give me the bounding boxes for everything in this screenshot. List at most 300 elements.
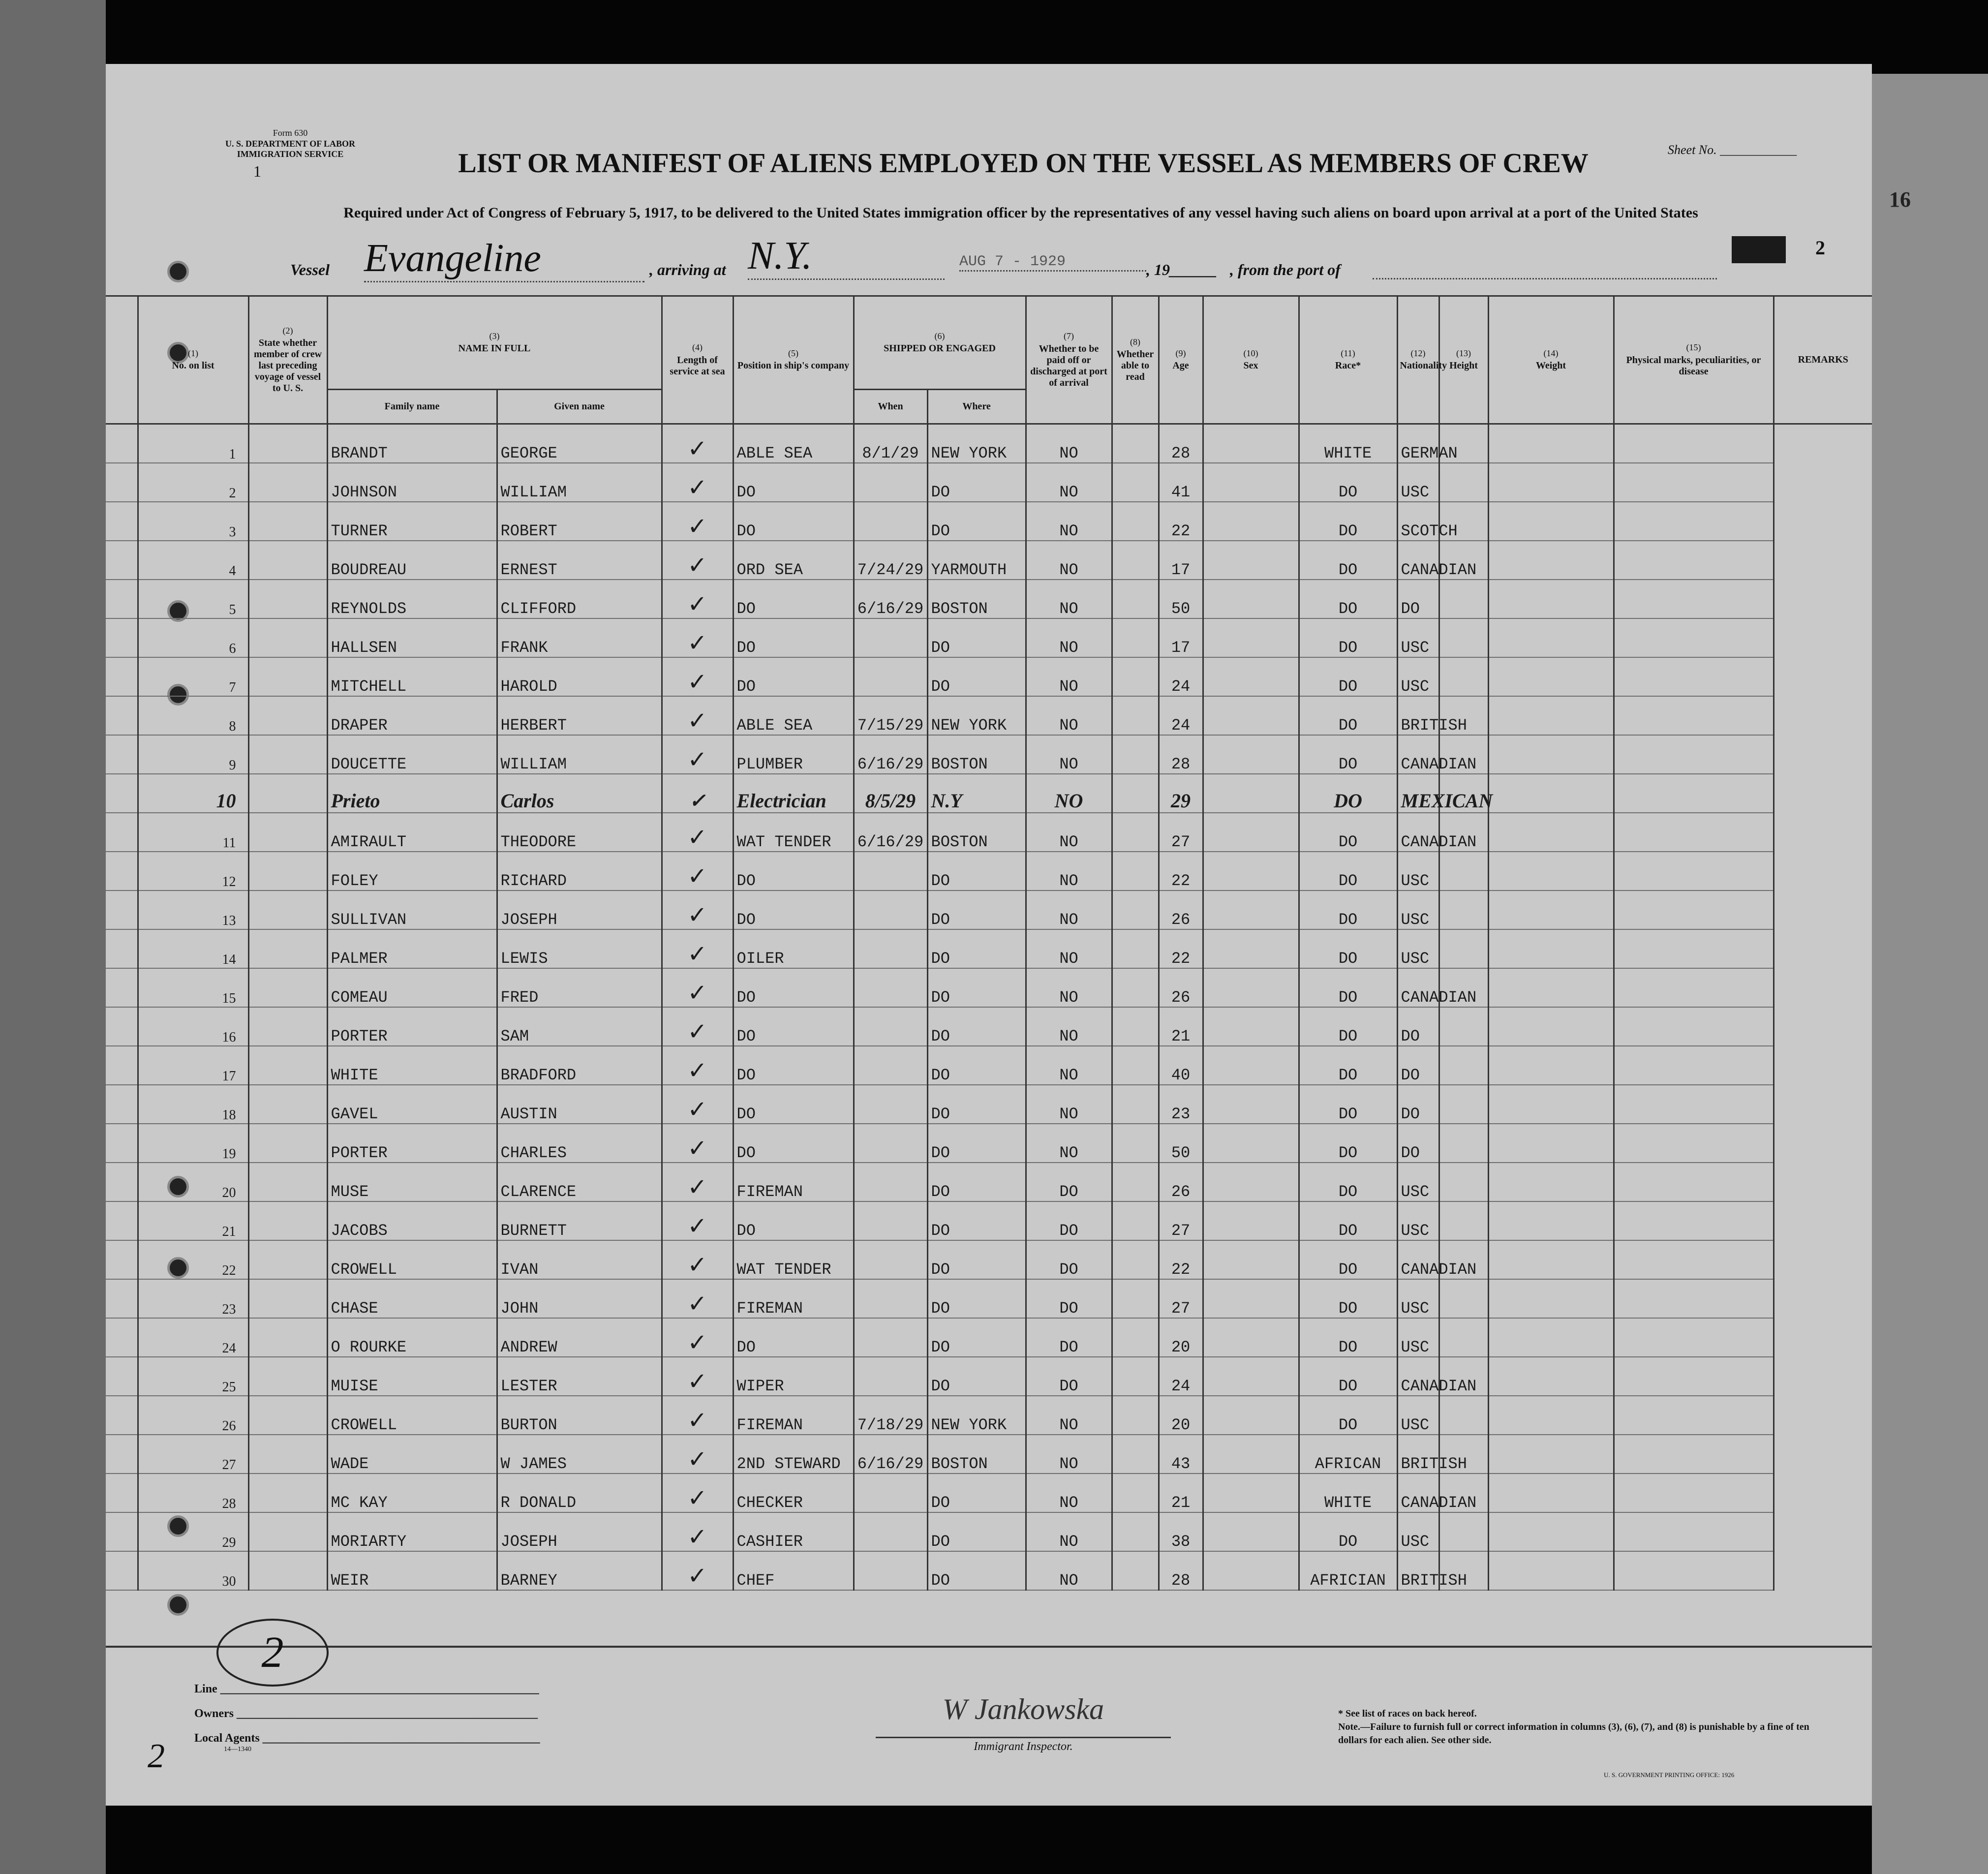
sex-cell bbox=[1203, 1124, 1299, 1163]
column-header-15: (15) Physical marks, peculiarities, or disease bbox=[1614, 296, 1774, 424]
shipped-where: DO bbox=[927, 1357, 1026, 1396]
service-check-mark: ✓ bbox=[662, 618, 733, 657]
sex-cell bbox=[1203, 891, 1299, 929]
sheet-number-label: Sheet No. ____________ bbox=[1668, 143, 1797, 157]
footer-rule bbox=[106, 1646, 1872, 1648]
position: DO bbox=[733, 852, 854, 891]
column-header-5: (5) Position in ship's company bbox=[733, 296, 854, 424]
race: DO bbox=[1299, 1124, 1397, 1163]
from-port-label: , from the port of bbox=[1230, 261, 1341, 278]
document-subtitle: Required under Act of Congress of February 5, 1917, to be delivered to the United States immigration officer by the representatives of any vessel having such aliens on board upon arrival at a port of the United States bbox=[343, 205, 1698, 221]
prior-voyage-cell bbox=[248, 1551, 327, 1590]
given-name: JOHN bbox=[497, 1279, 662, 1318]
from-port-blank bbox=[1373, 278, 1717, 279]
column-header-family-name: Family name bbox=[327, 390, 497, 424]
shipped-when bbox=[854, 1551, 927, 1590]
able-to-read-cell bbox=[1112, 813, 1159, 852]
service-check-mark: ✓ bbox=[662, 968, 733, 1007]
given-name: BARNEY bbox=[497, 1551, 662, 1590]
weight-cell bbox=[1488, 774, 1614, 813]
column-header-when: When bbox=[854, 390, 927, 424]
family-name: DRAPER bbox=[327, 696, 497, 735]
shipped-when bbox=[854, 1512, 927, 1551]
margin-cell bbox=[106, 1318, 138, 1357]
local-agents-label: Local Agents _______________________________________________ bbox=[194, 1732, 540, 1745]
column-header-7: (7) Whether to be paid off or discharged at port of arrival bbox=[1026, 296, 1112, 424]
prior-voyage-cell bbox=[248, 968, 327, 1007]
shipped-when bbox=[854, 502, 927, 541]
able-to-read-cell bbox=[1112, 1085, 1159, 1124]
margin-cell bbox=[106, 1163, 138, 1201]
margin-cell bbox=[106, 1551, 138, 1590]
prior-voyage-cell bbox=[248, 1396, 327, 1435]
family-name: TURNER bbox=[327, 502, 497, 541]
given-name: ANDREW bbox=[497, 1318, 662, 1357]
height-cell bbox=[1439, 1201, 1488, 1240]
margin-cell bbox=[106, 774, 138, 813]
able-to-read-cell bbox=[1112, 502, 1159, 541]
family-name: MUSE bbox=[327, 1163, 497, 1201]
row-number: 4 bbox=[138, 541, 248, 580]
weight-cell bbox=[1488, 657, 1614, 696]
shipped-when bbox=[854, 1318, 927, 1357]
paid-off: NO bbox=[1026, 541, 1112, 580]
nationality: USC bbox=[1397, 852, 1439, 891]
sex-cell bbox=[1203, 1201, 1299, 1240]
service-check-mark: ✓ bbox=[662, 463, 733, 502]
department-name: U. S. DEPARTMENT OF LABOR bbox=[225, 138, 356, 149]
height-cell bbox=[1439, 618, 1488, 657]
position: PLUMBER bbox=[733, 735, 854, 774]
height-cell bbox=[1439, 1007, 1488, 1046]
nationality: DO bbox=[1397, 1124, 1439, 1163]
margin-cell bbox=[106, 852, 138, 891]
nationality: USC bbox=[1397, 1163, 1439, 1201]
position: ABLE SEA bbox=[733, 696, 854, 735]
shipped-where: DO bbox=[927, 929, 1026, 968]
shipped-where: DO bbox=[927, 1163, 1026, 1201]
sheet-number: 2 bbox=[1815, 237, 1825, 259]
service-check-mark: ✓ bbox=[662, 813, 733, 852]
height-cell bbox=[1439, 1163, 1488, 1201]
shipped-where: DO bbox=[927, 1512, 1026, 1551]
given-name: Carlos bbox=[497, 774, 662, 813]
shipped-where: N.Y bbox=[927, 774, 1026, 813]
sex-cell bbox=[1203, 735, 1299, 774]
remarks-cell bbox=[1614, 1007, 1774, 1046]
weight-cell bbox=[1488, 1435, 1614, 1474]
row-number: 14 bbox=[138, 929, 248, 968]
able-to-read-cell bbox=[1112, 1007, 1159, 1046]
sex-cell bbox=[1203, 618, 1299, 657]
remarks-cell bbox=[1614, 580, 1774, 618]
nationality: CANADIAN bbox=[1397, 1240, 1439, 1279]
table-row bbox=[106, 1396, 1872, 1435]
table-row bbox=[106, 541, 1872, 580]
able-to-read-cell bbox=[1112, 1551, 1159, 1590]
weight-cell bbox=[1488, 891, 1614, 929]
service-check-mark: ✓ bbox=[662, 1201, 733, 1240]
remarks-cell bbox=[1614, 502, 1774, 541]
weight-cell bbox=[1488, 502, 1614, 541]
sex-cell bbox=[1203, 541, 1299, 580]
row-number: 17 bbox=[138, 1046, 248, 1085]
column-header-13: (13) Height bbox=[1439, 296, 1488, 424]
crew-rows bbox=[106, 424, 1872, 1591]
table-row bbox=[106, 424, 1872, 463]
sex-cell bbox=[1203, 424, 1299, 463]
height-cell bbox=[1439, 580, 1488, 618]
family-name: DOUCETTE bbox=[327, 735, 497, 774]
family-name: CROWELL bbox=[327, 1396, 497, 1435]
service-check-mark: ✓ bbox=[662, 580, 733, 618]
able-to-read-cell bbox=[1112, 1357, 1159, 1396]
position: OILER bbox=[733, 929, 854, 968]
margin-cell bbox=[106, 541, 138, 580]
able-to-read-cell bbox=[1112, 541, 1159, 580]
prior-voyage-cell bbox=[248, 696, 327, 735]
paid-off: DO bbox=[1026, 1201, 1112, 1240]
race: DO bbox=[1299, 813, 1397, 852]
page-edge bbox=[1872, 74, 1988, 1874]
year-label: , 19______ bbox=[1146, 261, 1217, 278]
margin-cell bbox=[106, 813, 138, 852]
column-header-10: (10) Sex bbox=[1203, 296, 1299, 424]
nationality: CANADIAN bbox=[1397, 968, 1439, 1007]
form-id-block bbox=[216, 128, 364, 160]
row-number: 29 bbox=[138, 1512, 248, 1551]
able-to-read-cell bbox=[1112, 968, 1159, 1007]
prior-voyage-cell bbox=[248, 891, 327, 929]
paid-off: DO bbox=[1026, 1279, 1112, 1318]
remarks-cell bbox=[1614, 1201, 1774, 1240]
remarks-cell bbox=[1614, 1085, 1774, 1124]
nationality: SCOTCH bbox=[1397, 502, 1439, 541]
row-number: 23 bbox=[138, 1279, 248, 1318]
vessel-label: Vessel bbox=[290, 261, 330, 278]
binding-edge bbox=[0, 0, 106, 1874]
shipped-when bbox=[854, 1279, 927, 1318]
sex-cell bbox=[1203, 502, 1299, 541]
nationality: MEXICAN bbox=[1397, 774, 1439, 813]
shipped-where: DO bbox=[927, 1124, 1026, 1163]
shipped-when bbox=[854, 1046, 927, 1085]
remarks-cell bbox=[1614, 929, 1774, 968]
age: 22 bbox=[1159, 502, 1203, 541]
given-name: ROBERT bbox=[497, 502, 662, 541]
table-row bbox=[106, 1318, 1872, 1357]
weight-cell bbox=[1488, 968, 1614, 1007]
race: AFRICAN bbox=[1299, 1435, 1397, 1474]
given-name: CLARENCE bbox=[497, 1163, 662, 1201]
column-header-remarks: REMARKS bbox=[1774, 296, 1872, 424]
margin-cell bbox=[106, 1007, 138, 1046]
margin-cell bbox=[106, 891, 138, 929]
prior-voyage-cell bbox=[248, 774, 327, 813]
remarks-cell bbox=[1614, 1046, 1774, 1085]
race: DO bbox=[1299, 1512, 1397, 1551]
family-name: WEIR bbox=[327, 1551, 497, 1590]
prior-voyage-cell bbox=[248, 1357, 327, 1396]
age: 24 bbox=[1159, 657, 1203, 696]
margin-cell bbox=[106, 580, 138, 618]
remarks-cell bbox=[1614, 852, 1774, 891]
remarks-cell bbox=[1614, 1357, 1774, 1396]
weight-cell bbox=[1488, 696, 1614, 735]
shipped-where: DO bbox=[927, 891, 1026, 929]
weight-cell bbox=[1488, 1201, 1614, 1240]
nationality: CANADIAN bbox=[1397, 1357, 1439, 1396]
shipped-when bbox=[854, 1357, 927, 1396]
able-to-read-cell bbox=[1112, 735, 1159, 774]
margin-cell bbox=[106, 424, 138, 463]
paid-off: NO bbox=[1026, 1512, 1112, 1551]
paid-off: NO bbox=[1026, 657, 1112, 696]
sex-cell bbox=[1203, 1163, 1299, 1201]
shipped-where: DO bbox=[927, 657, 1026, 696]
margin-cell bbox=[106, 1085, 138, 1124]
remarks-cell bbox=[1614, 1551, 1774, 1590]
able-to-read-cell bbox=[1112, 1124, 1159, 1163]
age: 21 bbox=[1159, 1007, 1203, 1046]
age: 40 bbox=[1159, 1046, 1203, 1085]
age: 17 bbox=[1159, 541, 1203, 580]
remarks-cell bbox=[1614, 1163, 1774, 1201]
margin-cell bbox=[106, 1201, 138, 1240]
given-name: LESTER bbox=[497, 1357, 662, 1396]
position: DO bbox=[733, 1007, 854, 1046]
family-name: PORTER bbox=[327, 1124, 497, 1163]
service-check-mark: ✓ bbox=[662, 1124, 733, 1163]
weight-cell bbox=[1488, 1279, 1614, 1318]
sex-cell bbox=[1203, 774, 1299, 813]
footnotes bbox=[1338, 1707, 1830, 1747]
weight-cell bbox=[1488, 1551, 1614, 1590]
given-name: IVAN bbox=[497, 1240, 662, 1279]
row-number: 3 bbox=[138, 502, 248, 541]
able-to-read-cell bbox=[1112, 1240, 1159, 1279]
paid-off: NO bbox=[1026, 1007, 1112, 1046]
paid-off: DO bbox=[1026, 1240, 1112, 1279]
nationality: USC bbox=[1397, 929, 1439, 968]
remarks-cell bbox=[1614, 1435, 1774, 1474]
prior-voyage-cell bbox=[248, 1240, 327, 1279]
given-name: W JAMES bbox=[497, 1435, 662, 1474]
nationality: DO bbox=[1397, 1046, 1439, 1085]
margin-cell bbox=[106, 1435, 138, 1474]
prior-voyage-cell bbox=[248, 502, 327, 541]
age: 22 bbox=[1159, 929, 1203, 968]
margin-cell bbox=[106, 696, 138, 735]
remarks-cell bbox=[1614, 1396, 1774, 1435]
shipped-where: NEW YORK bbox=[927, 1396, 1026, 1435]
family-name: SULLIVAN bbox=[327, 891, 497, 929]
race: DO bbox=[1299, 1201, 1397, 1240]
family-name: REYNOLDS bbox=[327, 580, 497, 618]
position: DO bbox=[733, 1046, 854, 1085]
column-header-3: (3) NAME IN FULL bbox=[327, 296, 662, 390]
agents-code: 14—1340 bbox=[224, 1746, 251, 1753]
weight-cell bbox=[1488, 929, 1614, 968]
weight-cell bbox=[1488, 463, 1614, 502]
able-to-read-cell bbox=[1112, 696, 1159, 735]
margin-mark: 2 bbox=[148, 1737, 165, 1775]
table-row bbox=[106, 657, 1872, 696]
row-number: 30 bbox=[138, 1551, 248, 1590]
given-name: HERBERT bbox=[497, 696, 662, 735]
paid-off: DO bbox=[1026, 1357, 1112, 1396]
shipped-when bbox=[854, 968, 927, 1007]
able-to-read-cell bbox=[1112, 1435, 1159, 1474]
weight-cell bbox=[1488, 1318, 1614, 1357]
row-number: 9 bbox=[138, 735, 248, 774]
service-check-mark: ✓ bbox=[662, 502, 733, 541]
family-name: COMEAU bbox=[327, 968, 497, 1007]
paid-off: NO bbox=[1026, 1474, 1112, 1512]
service-check-mark: ✓ bbox=[662, 1007, 733, 1046]
able-to-read-cell bbox=[1112, 1279, 1159, 1318]
age: 43 bbox=[1159, 1435, 1203, 1474]
shipped-when: 7/15/29 bbox=[854, 696, 927, 735]
prior-voyage-cell bbox=[248, 1163, 327, 1201]
service-check-mark: ✓ bbox=[662, 1085, 733, 1124]
given-name: JOSEPH bbox=[497, 1512, 662, 1551]
given-name: CHARLES bbox=[497, 1124, 662, 1163]
given-name: LEWIS bbox=[497, 929, 662, 968]
shipped-where: DO bbox=[927, 1085, 1026, 1124]
age: 27 bbox=[1159, 1201, 1203, 1240]
given-name: GEORGE bbox=[497, 424, 662, 463]
nationality: GERMAN bbox=[1397, 424, 1439, 463]
family-name: PALMER bbox=[327, 929, 497, 968]
able-to-read-cell bbox=[1112, 618, 1159, 657]
sex-cell bbox=[1203, 1357, 1299, 1396]
table-row bbox=[106, 463, 1872, 502]
given-name: WILLIAM bbox=[497, 463, 662, 502]
family-name: BOUDREAU bbox=[327, 541, 497, 580]
nationality: DO bbox=[1397, 1007, 1439, 1046]
row-number: 5 bbox=[138, 580, 248, 618]
shipped-when bbox=[854, 1474, 927, 1512]
nationality: USC bbox=[1397, 1318, 1439, 1357]
position: Electrician bbox=[733, 774, 854, 813]
arriving-port: N.Y. bbox=[748, 234, 945, 280]
weight-cell bbox=[1488, 618, 1614, 657]
family-name: MUISE bbox=[327, 1357, 497, 1396]
shipped-where: BOSTON bbox=[927, 580, 1026, 618]
column-header-8: (8) Whether able to read bbox=[1112, 296, 1159, 424]
corner-mark: 1 bbox=[253, 162, 261, 180]
service-check-mark: ✓ bbox=[662, 1240, 733, 1279]
shipped-where: DO bbox=[927, 1201, 1026, 1240]
family-name: MITCHELL bbox=[327, 657, 497, 696]
nationality: USC bbox=[1397, 891, 1439, 929]
sex-cell bbox=[1203, 1435, 1299, 1474]
shipped-where: BOSTON bbox=[927, 735, 1026, 774]
paid-off: NO bbox=[1026, 1551, 1112, 1590]
height-cell bbox=[1439, 891, 1488, 929]
margin-cell bbox=[106, 1474, 138, 1512]
sex-cell bbox=[1203, 968, 1299, 1007]
line-label: Line ______________________________________________________ bbox=[194, 1683, 539, 1695]
shipped-where: DO bbox=[927, 1474, 1026, 1512]
age: 50 bbox=[1159, 1124, 1203, 1163]
table-row bbox=[106, 580, 1872, 618]
position: FIREMAN bbox=[733, 1279, 854, 1318]
given-name: R DONALD bbox=[497, 1474, 662, 1512]
age: 28 bbox=[1159, 735, 1203, 774]
arriving-label: , arriving at bbox=[649, 261, 726, 278]
age: 27 bbox=[1159, 813, 1203, 852]
nationality: BRITISH bbox=[1397, 1551, 1439, 1590]
given-name: FRANK bbox=[497, 618, 662, 657]
nationality: CANADIAN bbox=[1397, 541, 1439, 580]
row-number: 28 bbox=[138, 1474, 248, 1512]
age: 26 bbox=[1159, 968, 1203, 1007]
inspector-signature: W Jankowska bbox=[942, 1693, 1104, 1725]
weight-cell bbox=[1488, 852, 1614, 891]
able-to-read-cell bbox=[1112, 580, 1159, 618]
position: DO bbox=[733, 618, 854, 657]
row-number: 27 bbox=[138, 1435, 248, 1474]
row-number: 12 bbox=[138, 852, 248, 891]
sex-cell bbox=[1203, 1007, 1299, 1046]
nationality: USC bbox=[1397, 618, 1439, 657]
row-number: 1 bbox=[138, 424, 248, 463]
family-name: JOHNSON bbox=[327, 463, 497, 502]
shipped-where: NEW YORK bbox=[927, 424, 1026, 463]
family-name: MORIARTY bbox=[327, 1512, 497, 1551]
position: WAT TENDER bbox=[733, 1240, 854, 1279]
prior-voyage-cell bbox=[248, 1046, 327, 1085]
race: DO bbox=[1299, 657, 1397, 696]
column-header-1: (1) No. on list bbox=[138, 296, 248, 424]
able-to-read-cell bbox=[1112, 657, 1159, 696]
race: DO bbox=[1299, 929, 1397, 968]
position: DO bbox=[733, 891, 854, 929]
paid-off: NO bbox=[1026, 1085, 1112, 1124]
column-header-11: (11) Race* bbox=[1299, 296, 1397, 424]
height-cell bbox=[1439, 657, 1488, 696]
row-number: 21 bbox=[138, 1201, 248, 1240]
family-name: PORTER bbox=[327, 1007, 497, 1046]
height-cell bbox=[1439, 1046, 1488, 1085]
shipped-where: NEW YORK bbox=[927, 696, 1026, 735]
prior-voyage-cell bbox=[248, 1007, 327, 1046]
shipped-when: 7/18/29 bbox=[854, 1396, 927, 1435]
paid-off: NO bbox=[1026, 735, 1112, 774]
able-to-read-cell bbox=[1112, 463, 1159, 502]
nationality: BRITISH bbox=[1397, 1435, 1439, 1474]
row-number: 10 bbox=[138, 774, 248, 813]
row-number: 11 bbox=[138, 813, 248, 852]
family-name: WHITE bbox=[327, 1046, 497, 1085]
paid-off: NO bbox=[1026, 580, 1112, 618]
weight-cell bbox=[1488, 735, 1614, 774]
margin-cell bbox=[106, 1240, 138, 1279]
race: WHITE bbox=[1299, 1474, 1397, 1512]
paid-off: NO bbox=[1026, 774, 1112, 813]
position: 2ND STEWARD bbox=[733, 1435, 854, 1474]
prior-voyage-cell bbox=[248, 618, 327, 657]
paid-off: NO bbox=[1026, 1396, 1112, 1435]
remarks-cell bbox=[1614, 735, 1774, 774]
service-check-mark: ✓ bbox=[662, 657, 733, 696]
height-cell bbox=[1439, 1124, 1488, 1163]
row-number: 24 bbox=[138, 1318, 248, 1357]
position: FIREMAN bbox=[733, 1396, 854, 1435]
position: CHECKER bbox=[733, 1474, 854, 1512]
